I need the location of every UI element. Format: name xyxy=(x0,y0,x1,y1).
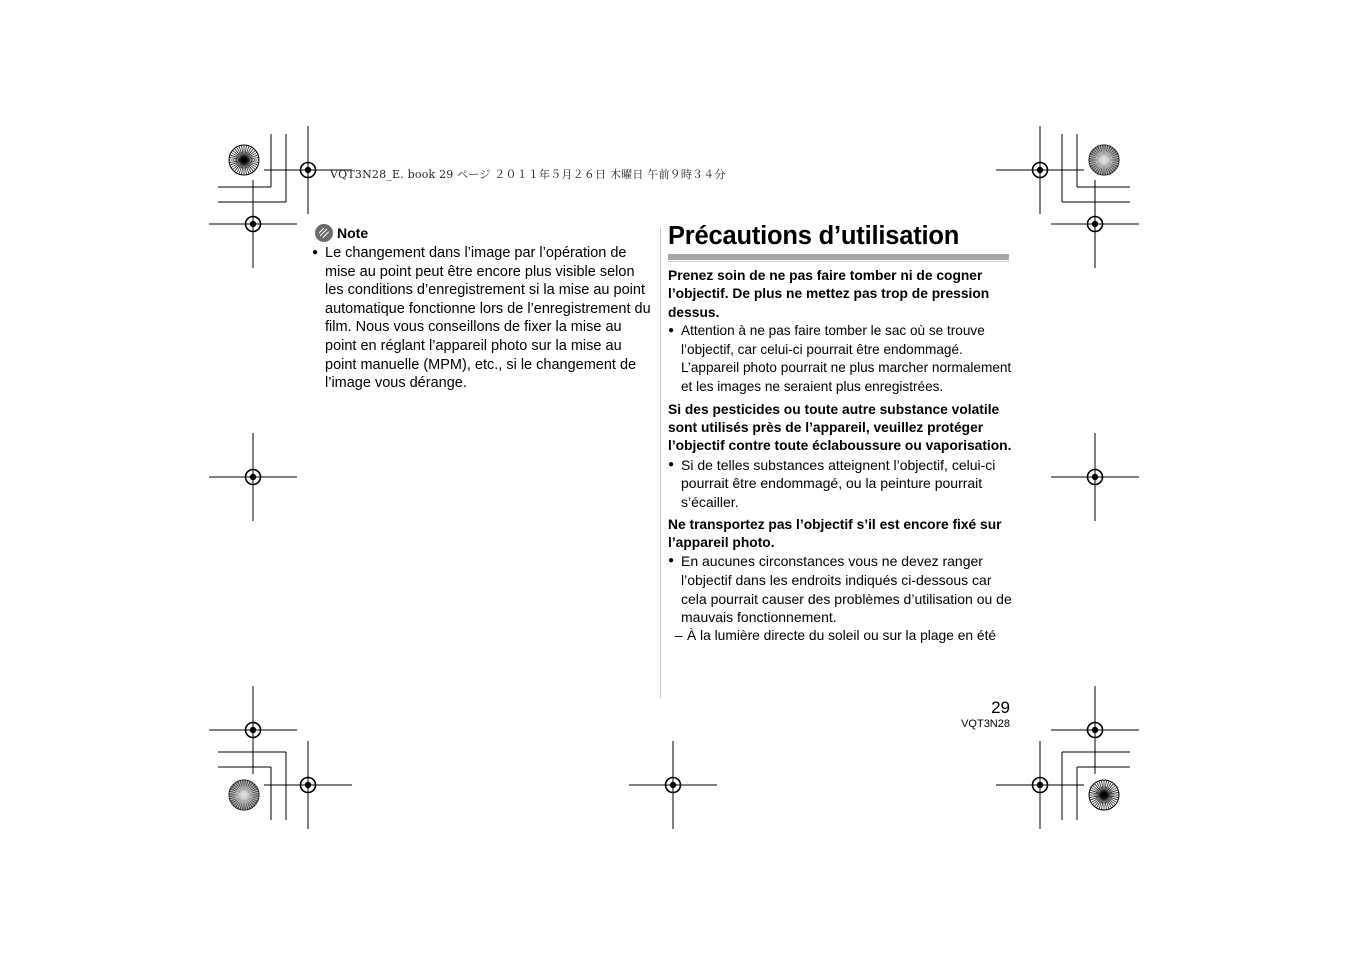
starburst-target xyxy=(1089,780,1119,810)
bullet-icon: ● xyxy=(668,325,675,337)
note-title: Note xyxy=(337,225,369,241)
dash-marker: – xyxy=(675,627,683,643)
section-2-bullet-text: Si de telles substances atteignent l’objectif, celui-ci pourrait être endommagé, ou la peinture pourrait s’écailler. xyxy=(681,456,996,510)
registration-mark xyxy=(209,686,297,774)
note-bullet-text: Le changement dans l’image par l’opération de mise au point peut être encore plus visible selon les conditions d’enregistrement si la mise au point automatique fonctionne lors de l’enregistrement du film. Nous vous conseillons de fixer la mise au point en réglant l’appareil photo sur la mise au point manuelle (MPM), etc., si le changement de l’image vous dérange. xyxy=(325,245,651,392)
starburst-target xyxy=(229,145,259,175)
note-bullet-item xyxy=(312,244,654,393)
section-2-bullet xyxy=(668,456,1013,512)
section-1-bullet-text: Attention à ne pas faire tomber le sac où se trouve l’objectif, car celui-ci pourrait être endommagé. L’appareil photo pourrait ne plus marcher normalement et les images ne seraient plus enregistrées. xyxy=(681,323,1012,394)
bullet-icon: ● xyxy=(312,247,319,258)
document-code: VQT3N28 xyxy=(961,718,1010,730)
registration-mark xyxy=(996,126,1084,214)
title-underline-thin xyxy=(668,261,1009,262)
bullet-icon: ● xyxy=(668,555,675,567)
registration-mark xyxy=(1051,180,1139,268)
print-info-header: VQT3N28_E. book 29 ページ ２０１１年５月２６日 木曜日 午前９時３４分 xyxy=(330,168,726,181)
bullet-icon: ● xyxy=(668,458,675,470)
note-box xyxy=(312,222,654,393)
registration-mark xyxy=(209,180,297,268)
registration-mark xyxy=(209,433,297,521)
section-3-dash-text: À la lumière directe du soleil ou sur la plage en été xyxy=(687,627,997,643)
registration-mark xyxy=(996,741,1084,829)
page-number: 29 xyxy=(991,698,1010,717)
registration-mark xyxy=(1051,686,1139,774)
registration-mark xyxy=(629,741,717,829)
starburst-target xyxy=(1089,145,1119,175)
note-heading xyxy=(312,222,654,244)
section-heading-3: Ne transportez pas l’objectif s’il est encore fixé sur l’appareil photo. xyxy=(668,516,1002,550)
note-pen-icon xyxy=(315,224,333,242)
column-divider xyxy=(660,228,661,698)
registration-mark xyxy=(1051,433,1139,521)
page-title: Précautions d’utilisation xyxy=(668,222,960,250)
section-3-bullet-text: En aucunes circonstances vous ne devez ranger l’objectif dans les endroits indiqués ci-dessous car cela pourrait causer des problèmes d’utilisation ou de mauvais fonctionnement. xyxy=(681,553,1012,626)
registration-mark xyxy=(264,741,352,829)
starburst-target xyxy=(229,780,259,810)
precautions-section xyxy=(668,220,1013,645)
section-1-bullet xyxy=(668,322,1013,396)
section-heading-1: Prenez soin de ne pas faire tomber ni de cogner l’objectif. De plus ne mettez pas trop de pression dessus. xyxy=(668,268,990,320)
section-heading-2: Si des pesticides ou toute autre substance volatile sont utilisés près de l’appareil, veuillez protéger l’objectif contre toute éclaboussure ou vaporisation. xyxy=(668,401,1012,454)
section-3-bullet xyxy=(668,552,1013,626)
section-3-dash-item xyxy=(668,627,1013,646)
title-underline xyxy=(668,254,1009,260)
